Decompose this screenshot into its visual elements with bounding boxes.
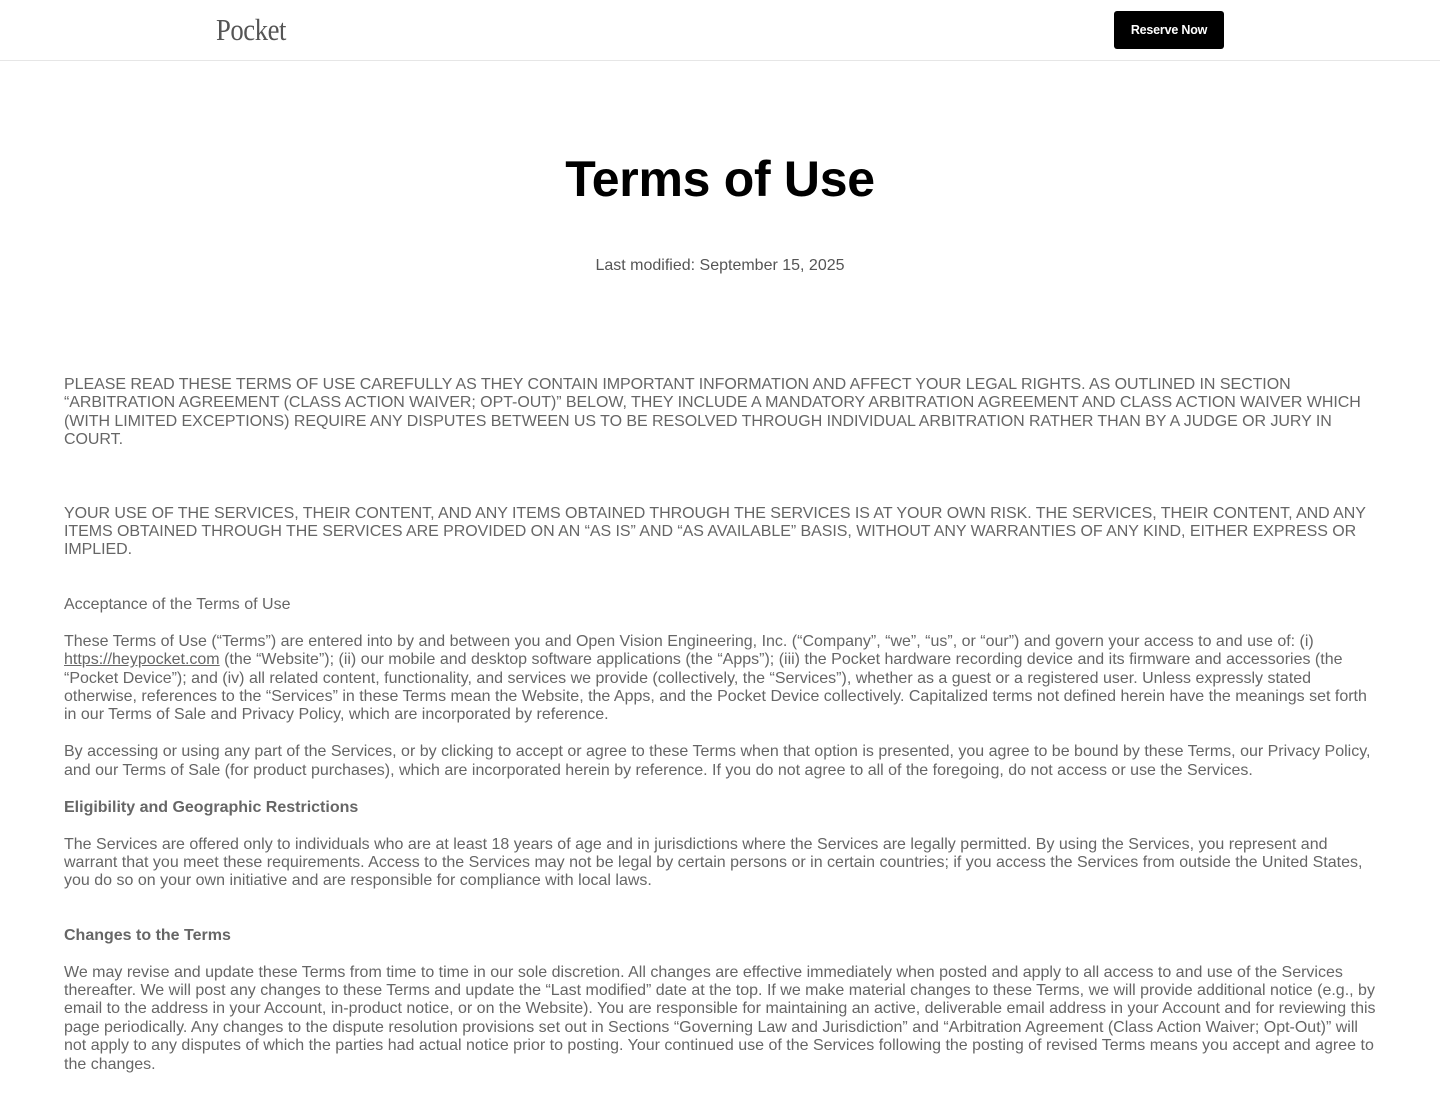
warranty-notice: YOUR USE OF THE SERVICES, THEIR CONTENT, AND ANY ITEMS OBTAINED THROUGH THE SERVICES IS AT YOUR OWN RISK. THE SERVICES, THEIR CONTENT, AND ANY ITEMS OBTAINED THROUGH THE SERVICES ARE PROVIDED ON AN “AS IS” AND “AS AVAILABLE” BASIS, WITHOUT ANY WARRANTIES OF ANY KIND, EITHER EXPRESS OR IMPLIED. bbox=[64, 504, 1366, 559]
eligibility-heading: Eligibility and Geographic Restrictions bbox=[64, 798, 359, 816]
acceptance-heading: Acceptance of the Terms of Use bbox=[64, 595, 291, 613]
arbitration-notice: PLEASE READ THESE TERMS OF USE CAREFULLY AS THEY CONTAIN IMPORTANT INFORMATION AND AFFECT YOUR LEGAL RIGHTS. AS OUTLINED IN SECTION “ARBITRATION AGREEMENT (CLASS ACTION WAIVER; OPT-OUT)” BELOW, THEY INCLUDE A MANDATORY ARBITRATION AGREEMENT AND CLASS ACTION WAIVER WHICH (WITH LIMITED EXCEPTIONS) REQUIRE ANY DISPUTES BETWEEN US TO BE RESOLVED THROUGH INDIVIDUAL ARBITRATION RATHER THAN BY A JUDGE OR JURY IN COURT. bbox=[64, 376, 1361, 449]
changes-paragraph: We may revise and update these Terms from time to time in our sole discretion. All changes are effective immediately when posted and apply to all access to and use of the Services thereafter. We will post any changes to these Terms and update the “Last modified” date at the top. If we make material changes to these Terms, we will provide additional notice (e.g., by email to the address in your Account, in-product notice, or on the Website). You are responsible for maintaining an active, deliverable email address in your Account and for reviewing this page periodically. Any changes to the dispute resolution provisions set out in Sections “Governing Law and Jurisdiction” and “Arbitration Agreement (Class Action Waiver; Opt-Out)” will not apply to any disputes of which the parties had actual notice prior to posting. Your continued use of the Services following the posting of revised Terms means you accept and agree to the changes. bbox=[64, 963, 1376, 1073]
acceptance-paragraph-2: By accessing or using any part of the Services, or by clicking to accept or agree to these Terms when that option is presented, you agree to be bound by these Terms, our Privacy Policy, and our Terms of Sale (for product purchases), which are incorporated herein by reference. If you do not agree to all of the foregoing, do not access or use the Services. bbox=[64, 743, 1371, 779]
acceptance-paragraph-1 bbox=[64, 633, 1380, 725]
website-link[interactable]: https://heypocket.com bbox=[64, 651, 220, 669]
page-title: Terms of Use bbox=[565, 151, 875, 207]
acceptance-text-before-link: These Terms of Use (“Terms”) are entered into by and between you and Open Vision Engineering, Inc. (“Company”, “we”, “us”, or “our”) and govern your access to and use of: (i) bbox=[64, 632, 1314, 650]
reserve-now-button[interactable]: Reserve Now bbox=[1114, 11, 1224, 49]
eligibility-paragraph: The Services are offered only to individuals who are at least 18 years of age and in jurisdictions where the Services are legally permitted. By using the Services, you represent and warrant that you meet these requirements. Access to the Services may not be legal by certain persons or in certain countries; if you access the Services from outside the United States, you do so on your own initiative and are responsible for compliance with local laws. bbox=[64, 835, 1363, 890]
last-modified-date: Last modified: September 15, 2025 bbox=[595, 257, 845, 274]
changes-heading: Changes to the Terms bbox=[64, 926, 231, 944]
pocket-logo[interactable]: Pocket bbox=[216, 12, 286, 47]
site-header bbox=[0, 0, 1440, 61]
terms-content bbox=[64, 376, 1380, 1074]
acceptance-text-after-link: (the “Website”); (ii) our mobile and desktop software applications (the “Apps”); (iii) the Pocket hardware recording device and its firmware and accessories (the “Pocket Device”); and (iv) all related content, functionality, and services we provide (collectively, the “Services”), whether as a guest or a registered user. Unless expressly stated otherwise, references to the “Services” in these Terms mean the Website, the Apps, and the Pocket Device collectively. Capitalized terms not defined herein have the meanings set forth in our Terms of Sale and Privacy Policy, which are incorporated by reference. bbox=[64, 651, 1367, 724]
